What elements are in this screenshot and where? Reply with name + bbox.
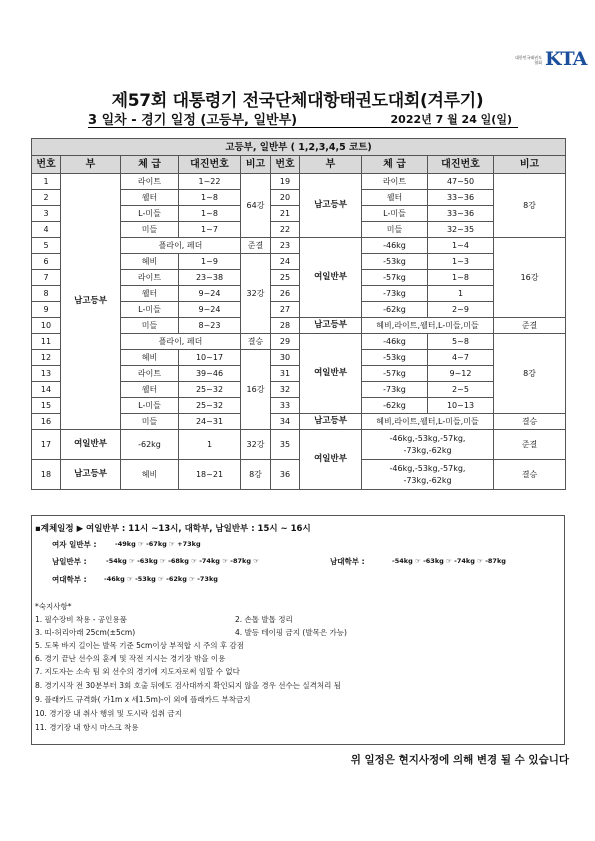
header-cell: 체 급 bbox=[121, 156, 179, 174]
bracket-number: 9~24 bbox=[179, 302, 241, 318]
women-general-label: 여자 일반부 : bbox=[52, 540, 97, 549]
bout-number: 19 bbox=[271, 174, 300, 190]
note-item: 6. 경기 끝난 선수의 훈계 및 작전 지시는 경기장 밖을 이용 bbox=[35, 654, 226, 663]
bout-number: 31 bbox=[271, 366, 300, 382]
logo-org-name: 대한민국태권도협회 bbox=[514, 55, 542, 65]
bracket-number: 9~24 bbox=[179, 286, 241, 302]
note-item: 1. 필수장비 착용 - 공인용품 bbox=[35, 615, 127, 624]
bracket-number: 9~12 bbox=[428, 366, 494, 382]
bracket-number: 23~38 bbox=[179, 270, 241, 286]
bout-number: 36 bbox=[271, 460, 300, 490]
bracket-number: 1~7 bbox=[179, 222, 241, 238]
subtitle-date: 2022년 7 월 24 일(일) bbox=[390, 113, 512, 126]
men-univ-weights: -54kg ☞ -63kg ☞ -74kg ☞ -87kg bbox=[392, 556, 506, 565]
note-item: 2. 손톱 발톱 정리 bbox=[235, 615, 293, 624]
round-note: 준결 bbox=[494, 318, 566, 334]
page-title: 제57회 대통령기 전국단체대항태권도대회(겨루기) bbox=[111, 91, 484, 111]
weight-class: 웰터 bbox=[362, 190, 428, 206]
weight-class: L-미들 bbox=[121, 302, 179, 318]
table-row bbox=[32, 430, 566, 460]
notes-heading: *숙지사항* bbox=[35, 602, 72, 611]
weight-class bbox=[362, 430, 494, 460]
bout-number: 25 bbox=[271, 270, 300, 286]
weight-class: -57kg bbox=[362, 366, 428, 382]
division-cell: 남고등부 bbox=[61, 460, 121, 490]
bout-number: 4 bbox=[32, 222, 61, 238]
weight-class: -62kg bbox=[121, 430, 179, 460]
weight-class: 라이트 bbox=[121, 174, 179, 190]
bout-number: 20 bbox=[271, 190, 300, 206]
weight-class: 웰터 bbox=[121, 382, 179, 398]
women-general-weights: -49kg ☞ -67kg ☞ +73kg bbox=[115, 539, 201, 548]
bracket-number: 1~8 bbox=[179, 190, 241, 206]
note-item: 11. 경기장 내 항시 마스크 착용 bbox=[35, 723, 139, 732]
women-univ-label: 여대학부 : bbox=[52, 575, 87, 584]
bout-number: 7 bbox=[32, 270, 61, 286]
round-note: 64강 bbox=[241, 174, 271, 238]
men-general-weights: -54kg ☞ -63kg ☞ -68kg ☞ -74kg ☞ -87kg ☞ bbox=[106, 556, 260, 565]
bout-number: 23 bbox=[271, 238, 300, 254]
round-note: 결승 bbox=[241, 334, 271, 350]
header-cell: 대진번호 bbox=[428, 156, 494, 174]
weigh-in-schedule: ▪계체일정 ▶ 여일반부 : 11시 ~13시, 대학부, 남일반부 : 15시 ~ 16시 bbox=[35, 524, 311, 534]
bracket-number: 2~5 bbox=[428, 382, 494, 398]
bracket-number: 24~31 bbox=[179, 414, 241, 430]
header-cell: 체 급 bbox=[362, 156, 428, 174]
bout-number: 28 bbox=[271, 318, 300, 334]
round-note: 결승 bbox=[494, 460, 566, 490]
bracket-number: 1 bbox=[179, 430, 241, 460]
table-row bbox=[32, 460, 566, 490]
bracket-number: 10~17 bbox=[179, 350, 241, 366]
bracket-number: 18~21 bbox=[179, 460, 241, 490]
header-cell: 번호 bbox=[32, 156, 61, 174]
note-item: 8. 경기시작 전 30분부터 3회 호출 뒤에도 검사대까지 확인되지 않을 경우 선수는 실격처리 됨 bbox=[35, 681, 342, 690]
weight-class: 플라이, 페더 bbox=[121, 334, 241, 350]
weight-class: -73kg bbox=[362, 286, 428, 302]
footer-notice: 위 일정은 현지사정에 의해 변경 될 수 있습니다 bbox=[350, 754, 569, 766]
round-note: 결승 bbox=[494, 414, 566, 430]
bout-number: 15 bbox=[32, 398, 61, 414]
weight-class: -57kg bbox=[362, 270, 428, 286]
weight-class: 미들 bbox=[121, 222, 179, 238]
weight-class: -46kg bbox=[362, 334, 428, 350]
schedule-table bbox=[31, 138, 566, 490]
table-row bbox=[32, 174, 566, 190]
round-note: 8강 bbox=[494, 334, 566, 414]
division-cell: 여일반부 bbox=[300, 430, 362, 490]
header-cell: 비고 bbox=[241, 156, 271, 174]
round-note: 8강 bbox=[241, 460, 271, 490]
bout-number: 8 bbox=[32, 286, 61, 302]
bout-number: 22 bbox=[271, 222, 300, 238]
division-cell: 남고등부 bbox=[300, 414, 362, 430]
notes-box bbox=[31, 515, 565, 745]
weight-class: 미들 bbox=[121, 414, 179, 430]
weight-class: L-미들 bbox=[362, 206, 428, 222]
bracket-number: 1~22 bbox=[179, 174, 241, 190]
bout-number: 26 bbox=[271, 286, 300, 302]
bracket-number: 33~36 bbox=[428, 190, 494, 206]
bout-number: 27 bbox=[271, 302, 300, 318]
weight-line: -46kg,-53kg,-57kg, bbox=[389, 464, 466, 473]
women-univ-weights: -46kg ☞ -53kg ☞ -62kg ☞ -73kg bbox=[104, 574, 218, 583]
weight-class: L-미들 bbox=[121, 206, 179, 222]
weight-class: 미들 bbox=[362, 222, 428, 238]
weight-class: -73kg bbox=[362, 382, 428, 398]
bout-number: 35 bbox=[271, 430, 300, 460]
table-header-row bbox=[32, 156, 566, 174]
round-note: 8강 bbox=[494, 174, 566, 238]
bout-number: 29 bbox=[271, 334, 300, 350]
bracket-number: 1~4 bbox=[428, 238, 494, 254]
round-note: 준결 bbox=[494, 430, 566, 460]
bout-number: 12 bbox=[32, 350, 61, 366]
bout-number: 34 bbox=[271, 414, 300, 430]
bracket-number: 1~9 bbox=[179, 254, 241, 270]
weight-class bbox=[362, 460, 494, 490]
bout-number: 30 bbox=[271, 350, 300, 366]
subtitle-day: 3 일차 - 경기 일정 (고등부, 일반부) bbox=[88, 113, 298, 128]
subtitle bbox=[88, 109, 518, 128]
division-cell: 남고등부 bbox=[300, 174, 362, 238]
weight-class: 미들 bbox=[121, 318, 179, 334]
bout-number: 9 bbox=[32, 302, 61, 318]
bracket-number: 10~13 bbox=[428, 398, 494, 414]
header-cell: 대진번호 bbox=[179, 156, 241, 174]
round-note: 준결 bbox=[241, 238, 271, 254]
bout-number: 14 bbox=[32, 382, 61, 398]
weight-class: L-미들 bbox=[121, 398, 179, 414]
men-univ-label: 남대학부 : bbox=[330, 557, 365, 566]
bout-number: 13 bbox=[32, 366, 61, 382]
bout-number: 3 bbox=[32, 206, 61, 222]
bracket-number: 2~9 bbox=[428, 302, 494, 318]
weight-line: -73kg,-62kg bbox=[403, 446, 452, 455]
bracket-number: 39~46 bbox=[179, 366, 241, 382]
division-cell: 여일반부 bbox=[61, 430, 121, 460]
note-item: 9. 플래카드 규격화( 가1m x 세1.5m)-이 외에 플래카드 부착금지 bbox=[35, 695, 251, 704]
header-cell: 부 bbox=[61, 156, 121, 174]
header-cell: 부 bbox=[300, 156, 362, 174]
weight-class: -53kg bbox=[362, 350, 428, 366]
weight-class: 웰터 bbox=[121, 286, 179, 302]
bout-number: 17 bbox=[32, 430, 61, 460]
bracket-number: 5~8 bbox=[428, 334, 494, 350]
round-note: 16강 bbox=[241, 350, 271, 430]
weight-class: -62kg bbox=[362, 302, 428, 318]
logo-mark: KTA bbox=[545, 48, 587, 70]
note-item: 10. 경기장 내 취사 행위 및 도시락 섭취 금지 bbox=[35, 709, 182, 718]
weight-class: 라이트 bbox=[362, 174, 428, 190]
weight-class: -62kg bbox=[362, 398, 428, 414]
bout-number: 10 bbox=[32, 318, 61, 334]
weight-class: 헤비,라이트,웰터,L-미들,미들 bbox=[362, 414, 494, 430]
bout-number: 21 bbox=[271, 206, 300, 222]
note-item: 3. 띠-허리아래 25cm(±5cm) bbox=[35, 628, 136, 637]
weight-class: -46kg bbox=[362, 238, 428, 254]
division-cell: 여일반부 bbox=[300, 238, 362, 318]
weight-class: 플라이, 페더 bbox=[121, 238, 241, 254]
division-cell: 남고등부 bbox=[61, 174, 121, 430]
bout-number: 18 bbox=[32, 460, 61, 490]
header-cell: 비고 bbox=[494, 156, 566, 174]
bracket-number: 4~7 bbox=[428, 350, 494, 366]
bracket-number: 25~32 bbox=[179, 382, 241, 398]
men-general-label: 남일반부 : bbox=[52, 557, 87, 566]
bracket-number: 25~32 bbox=[179, 398, 241, 414]
bout-number: 1 bbox=[32, 174, 61, 190]
weight-class: 헤비 bbox=[121, 350, 179, 366]
kta-logo bbox=[512, 48, 587, 74]
weight-class: -53kg bbox=[362, 254, 428, 270]
bout-number: 33 bbox=[271, 398, 300, 414]
weight-class: 헤비,라이트,웰터,L-미들,미들 bbox=[362, 318, 494, 334]
bout-number: 16 bbox=[32, 414, 61, 430]
weight-class: 라이트 bbox=[121, 366, 179, 382]
bout-number: 32 bbox=[271, 382, 300, 398]
round-note: 32강 bbox=[241, 254, 271, 334]
weight-class: 헤비 bbox=[121, 460, 179, 490]
weight-class: 라이트 bbox=[121, 270, 179, 286]
bracket-number: 33~36 bbox=[428, 206, 494, 222]
bout-number: 24 bbox=[271, 254, 300, 270]
bracket-number: 47~50 bbox=[428, 174, 494, 190]
bracket-number: 1~3 bbox=[428, 254, 494, 270]
bout-number: 11 bbox=[32, 334, 61, 350]
weight-line: -46kg,-53kg,-57kg, bbox=[389, 434, 466, 443]
weight-line: -73kg,-62kg bbox=[403, 476, 452, 485]
note-item: 4. 발등 테이핑 금지 (발목은 가능) bbox=[235, 628, 347, 637]
bout-number: 6 bbox=[32, 254, 61, 270]
round-note: 32강 bbox=[241, 430, 271, 460]
header-cell: 번호 bbox=[271, 156, 300, 174]
bracket-number: 1~8 bbox=[428, 270, 494, 286]
note-item: 5. 도복 바지 길이는 발목 기준 5cm이상 부적합 시 주의 후 감점 bbox=[35, 641, 244, 650]
weight-class: 웰터 bbox=[121, 190, 179, 206]
bracket-number: 1~8 bbox=[179, 206, 241, 222]
table-banner: 고등부, 일반부 ( 1,2,3,4,5 코트) bbox=[32, 139, 566, 156]
note-item: 7. 지도자는 소속 팀 외 선수의 경기에 지도자로써 임할 수 없다 bbox=[35, 667, 240, 676]
division-cell: 여일반부 bbox=[300, 334, 362, 414]
bout-number: 2 bbox=[32, 190, 61, 206]
weight-class: 헤비 bbox=[121, 254, 179, 270]
bracket-number: 1 bbox=[428, 286, 494, 302]
bout-number: 5 bbox=[32, 238, 61, 254]
division-cell: 남고등부 bbox=[300, 318, 362, 334]
round-note: 16강 bbox=[494, 238, 566, 318]
bracket-number: 8~23 bbox=[179, 318, 241, 334]
bracket-number: 32~35 bbox=[428, 222, 494, 238]
